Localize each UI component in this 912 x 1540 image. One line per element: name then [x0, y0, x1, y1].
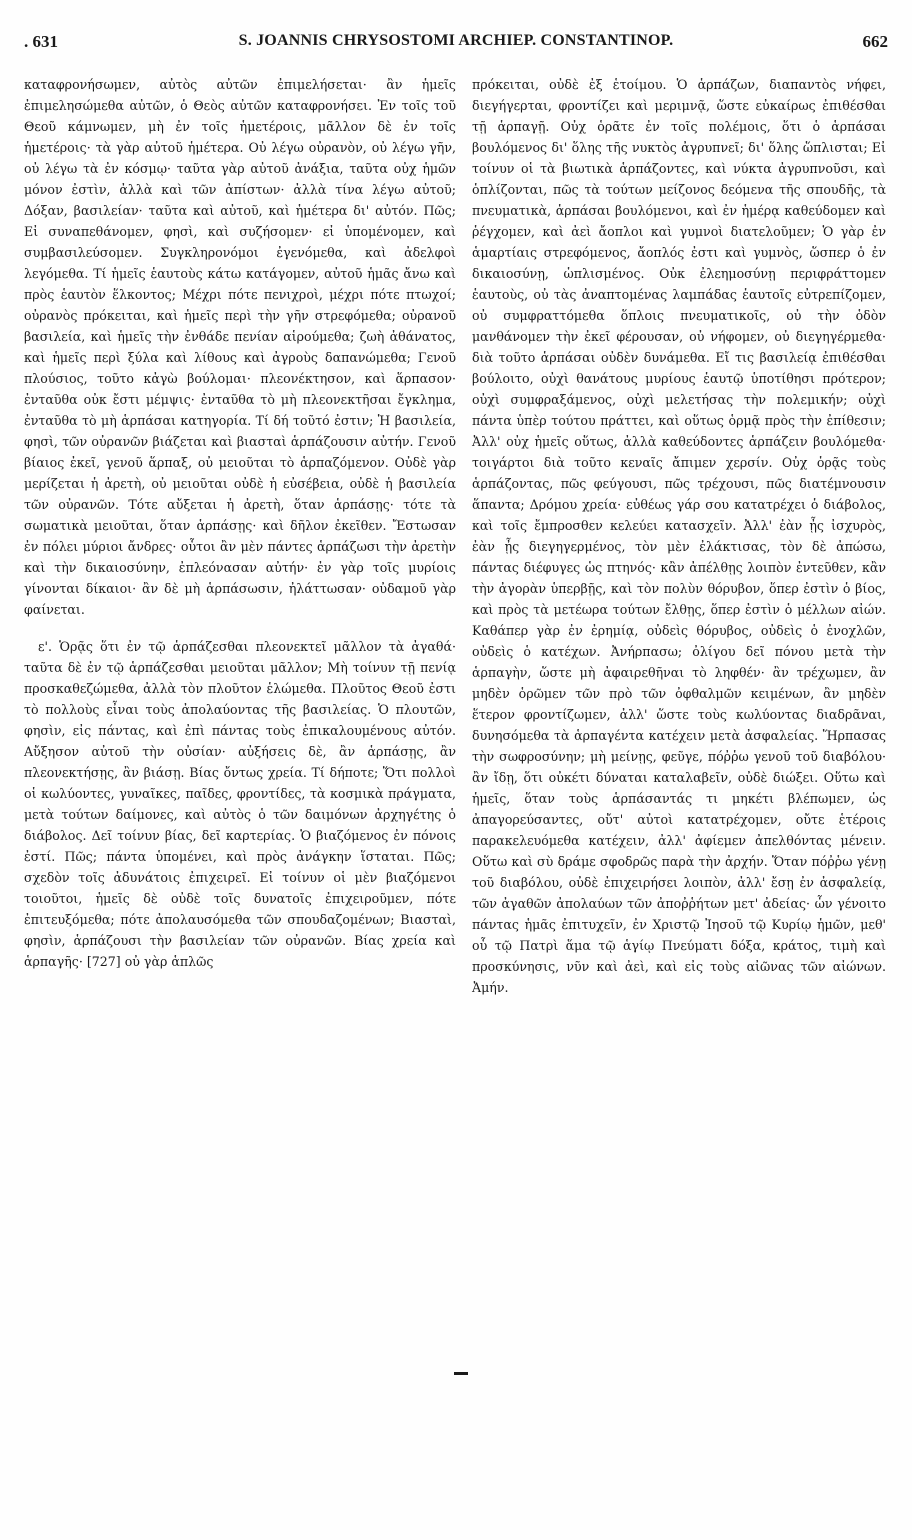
- left-paragraph-2: ε'. Ὁρᾷς ὅτι ἐν τῷ ἁρπάζεσθαι πλεονεκτεῖ μᾶλλον τὰ ἀγαθά· ταῦτα δὲ ἐν τῷ ἁρπάζεσθαι μειοῦται μᾶλλον; Μὴ τοίνυν τῇ πενίᾳ προσκαθεζώμεθα, ἀλλὰ τὸν πλοῦτον ἑλώμεθα. Πλοῦτος Θεοῦ ἐστι τὸ πολλοὺς εἶναι τοὺς ἀπολαύοντας τῆς βασιλείας. Ὁ πλουτῶν, φησὶν, εἰς πάντας, καὶ ἐπὶ πάντας τοὺς ἐπικαλουμένους αὐτόν. Αὔξησον αὐτοῦ τὴν οὐσίαν· αὐξήσεις δὲ, ἂν ἁρπάσῃς, ἂν πλεονεκτήσῃς, ἂν βιάσῃ. Βίας ὄντως χρεία. Τί δήποτε; Ὅτι πολλοὶ οἱ κωλύοντες, γυναῖκες, παῖδες, φροντίδες, τὰ κοσμικὰ πράγματα, μετὰ τούτων δαίμονες, καὶ αὐτὸς ὁ τῶν δαιμόνων ἀρχηγέτης ὁ διάβολος. Δεῖ τοίνυν βίας, δεῖ καρτερίας. Ὁ βιαζόμενος ἐν πόνοις ἐστί. Πῶς; πάντα ὑπομένει, καὶ πρὸς ἀνάγκην ἵσταται. Πῶς; σχεδὸν τοῖς ἀδυνάτοις ἐπιχειρεῖ. Εἰ τοίνυν οἱ μὲν βιαζόμενοι τοιοῦτοι, ἡμεῖς δὲ οὐδὲ τοῖς δυνατοῖς ἐπιχειροῦμεν, πότε ἐπιτευξόμεθα; πότε ἀπολαυσόμεθα τῶν σπουδαζομένων; Βιασταὶ, φησὶν, ἁρπάζουσι τὴν βασιλείαν τῶν οὐρανῶν. Βίας χρεία καὶ ἁρπαγῆς· [727] οὐ γὰρ ἁπλῶς: [24, 639, 456, 969]
- left-paragraph-1: καταφρονήσωμεν, αὐτὸς αὐτῶν ἐπιμελήσεται· ἂν ἡμεῖς ἐπιμελησώμεθα αὐτῶν, ὁ Θεὸς αὐτῶν καταφρονήσει. Ἐν τοῖς τοῦ Θεοῦ κάμνωμεν, μὴ ἐν τοῖς ἡμετέροις, μᾶλλον δὲ ἐν τοῖς ἡμετέροις· τὰ γὰρ αὐτοῦ ἡμέτερα. Οὐ λέγω οὐρανὸν, οὐ λέγω γῆν, οὐ λέγω τὰ ἐν κόσμῳ· ταῦτα γὰρ αὐτοῦ ἀνάξια, ταῦτα οὐχ ἡμῶν μόνον ἐστὶν, ἀλλὰ καὶ τῶν ἀπίστων· ἀλλὰ τίνα λέγω αὐτοῦ; Δόξαν, βασιλείαν· ταῦτα καὶ αὐτοῦ, καὶ ἡμέτερα δι' αὐτόν. Πῶς; Εἰ συναπεθάνομεν, φησὶ, καὶ συζήσομεν· εἰ ὑπομένομεν, καὶ συμβασιλεύσομεν. Συγκληρονόμοι ἐγενόμεθα, καὶ ἀδελφοὶ λεγόμεθα. Τί ἡμεῖς ἑαυτοὺς κάτω κατάγομεν, αὐτοῦ ἡμᾶς ἄνω καὶ πρὸς ἑαυτὸν ἕλκοντος; Μέχρι πότε πενιχροὶ, μέχρι πότε πτωχοί; οὐρανὸς πρόκειται, καὶ ἡμεῖς περὶ τὴν γῆν στρεφόμεθα; οὐρανοῦ βασιλεία, καὶ ἡμεῖς τὴν ἐνθάδε πενίαν αἱρούμεθα; ζωὴ ἀθάνατος, καὶ ἡμεῖς περὶ ξύλα καὶ λίθους καὶ ἀγροὺς δαπανώμεθα; Γενοῦ πλούσιος, τοῦτο κἀγὼ βούλομαι· πλεονέκτησον, καὶ ἅρπασον· ἐνταῦθα οὐκ ἔστι μέμψις· ἐνταῦθα τὸ μὴ πλεονεκτῆσαι ἔγκλημα, ἐνταῦθα τὸ μὴ ἁρπάσαι κατηγορία. Τί δή τοῦτό ἐστιν; Ἡ βασιλεία, φησὶ, τῶν οὐρανῶν βιάζεται καὶ βιασταὶ ἁρπάζουσιν αὐτήν. Γενοῦ βίαιος ἐκεῖ, γενοῦ ἅρπαξ, οὐ μειοῦται τὸ ἁρπαζόμενον. Οὐδὲ γὰρ μερίζεται ἡ ἀρετὴ, οὐ μειοῦται οὐδὲ ἡ εὐσέβεια, οὐδὲ ἡ βασιλεία τῶν οὐρανῶν. Τότε αὔξεται ἡ ἀρετὴ, ὅταν ἁρπάσῃς· τότε τὰ σωματικὰ μειοῦται, ὅταν ἁρπάσῃς· καὶ δῆλον ἐκεῖθεν. Ἔστωσαν ἐν πόλει μύριοι ἄνδρες· οὗτοι ἂν μὲν πάντες ἁρπάζωσι τὴν ἀρετὴν καὶ τὴν δικαιοσύνην, ἐπλεόνασαν αὐτήν· ἐν γὰρ τοῖς μυρίοις γίνονται δίκαιοι· ἂν δὲ μὴ ἁρπάσωσιν, ἠλάττωσαν· οὐδαμοῦ γὰρ φαίνεται.: [24, 77, 456, 617]
- left-column: [24, 74, 456, 972]
- page-number-right: 662: [862, 32, 888, 51]
- right-column: [472, 74, 886, 998]
- page-number-left: . 631: [24, 32, 58, 51]
- running-title: S. JOANNIS CHRYSOSTOMI ARCHIEP. CONSTANTINOP.: [238, 32, 674, 49]
- right-paragraph-1: πρόκειται, οὐδὲ ἐξ ἑτοίμου. Ὁ ἁρπάζων, διαπαντὸς νήφει, διεγήγερται, φροντίζει καὶ μεριμνᾷ, ὥστε εὐκαίρως ἐπιθέσθαι τῇ ἁρπαγῇ. Οὐχ ὁρᾶτε ἐν τοῖς πολέμοις, ὅτι ὁ ἁρπάσαι βουλόμενος δι' ὅλης τῆς νυκτὸς ἀγρυπνεῖ; δι' ὅλης ὥπλισται; Εἰ τοίνυν οἱ τὰ βιωτικὰ ἁρπάζοντες, καὶ νύκτα ἀγρυπνοῦσι, καὶ ὁπλίζονται, πῶς τὰ τούτων μείζονος δεόμενα τῆς σπουδῆς, τὰ πνευματικὰ, ἁρπάσαι βουλόμενοι, καὶ ἐν ἡμέρᾳ καθεύδομεν καὶ ῥέγχομεν, καὶ ἀεὶ ἄοπλοι καὶ γυμνοὶ διατελοῦμεν; Ὁ γὰρ ἐν ἁμαρτίαις στρεφόμενος, ἄοπλός ἐστι καὶ γυμνὸς, ὥσπερ ὁ ἐν δικαιοσύνῃ, ὡπλισμένος. Οὐκ ἐλεημοσύνῃ περιφράττομεν ἑαυτοὺς, οὐ τὰς ἀναπτομένας λαμπάδας ἑαυτοῖς εὐτρεπίζομεν, οὐ συμφραττόμεθα ὅπλοις πνευματικοῖς, οὐ τὴν ὁδὸν μανθάνομεν τὴν ἐκεῖ φέρουσαν, οὐ νήφομεν, οὐ διεγηγέρμεθα· διὰ τοῦτο ἁρπάσαι οὐδὲν δυνάμεθα. Εἴ τις βασιλείᾳ ἐπιθέσθαι βούλοιτο, οὐχὶ θανάτους μυρίους ἑαυτῷ ὑποτίθησι πρότερον; οὐχὶ συμφραξάμενος, οὐχὶ μελετήσας τὴν πολεμικήν; οὐχὶ πάντα ὑπὲρ τούτου πράττει, καὶ οὕτως ὁρμᾷ πρὸς τὴν ἐπίθεσιν; Ἀλλ' οὐχ ἡμεῖς οὕτως, ἀλλὰ καθεύδοντες ἁρπάζειν βουλόμεθα· τοιγάρτοι διὰ τοῦτο κεναῖς ἄπιμεν χερσίν. Οὐχ ὁρᾷς τοὺς ἁρπάζοντας, πῶς φεύγουσι, πῶς τρέχουσι, πῶς διατέμνουσιν ἅπαντα; Δρόμου χρεία· εὐθέως γάρ σου κατατρέχει ὁ διάβολος, καὶ τοῖς ἔμπροσθεν κελεύει κατασχεῖν. Ἀλλ' ἐὰν ᾖς ἰσχυρὸς, ἐὰν ᾖς διεγηγερμένος, τὸν μὲν ἐλάκτισας, τὸν δὲ ἀπώσω, πάντας διέφυγες ὡς πτηνός· κἂν ἀπέλθῃς λοιπὸν ἐντεῦθεν, κἂν τὴν ἀγορὰν ὑπερβῇς, καὶ τὸν πολὺν θόρυβον, ὅπερ ἐστὶν ὁ βίος, καὶ πρὸς τὰ μετέωρα τούτων ἔλθῃς, ὅπερ ἐστὶν ὁ μέλλων αἰών. Καθάπερ γὰρ ἐν ἐρημίᾳ, οὐδεὶς θόρυβος, οὐδεὶς ὁ ἐνοχλῶν, οὐδεὶς ὁ κατέχων. Ἀνήρπασω; ὀλίγου δεῖ πόνου μετὰ τὴν ἁρπαγὴν, ὥστε μὴ ἀφαιρεθῆναι τὸ ληφθέν· ἂν τρέχωμεν, ἂν μηδὲν ὁρῶμεν τῶν πρὸ τῶν ὀφθαλμῶν κειμένων, ἂν μηδὲν ἕτερον φροντίζωμεν, ἀλλ' ὥστε τοὺς κωλύοντας διαδρᾶναι, δυνησόμεθα τὰ ἁρπαγέντα κατέχειν μετὰ ἀσφαλείας. Ἥρπασας τὴν σωφροσύνην; μὴ μείνῃς, φεῦγε, πόῤῥω γενοῦ τοῦ διαβόλου· ἂν ἴδῃ, ὅτι οὐκέτι δύναται καταλαβεῖν, οὐδὲ διώξει. Οὕτω καὶ ἡμεῖς, ὅταν τοὺς ἁρπάσαντάς τι μηκέτι βλέπωμεν, ὡς ἀπαγορεύσαντες, οὔτ' αὐτοὶ κατατρέχομεν, οὔτε ἑτέροις παρακελευόμεθα κατέχειν, ἀλλ' ἀφίεμεν ἀπελθόντας μένειν. Οὕτω καὶ σὺ δράμε σφοδρῶς παρὰ τὴν ἀρχήν. Ὅταν πόῤῥω γένῃ τοῦ διαβόλου, οὐδὲ ἐπιχειρήσει λοιπὸν, ἀλλ' ἔσῃ ἐν ἀσφαλείᾳ, τῶν ἀγαθῶν ἀπολαύων τῶν ἀποῤῥήτων μετ' ἀδείας· ὧν γένοιτο πάντας ἡμᾶς ἐπιτυχεῖν, ἐν Χριστῷ Ἰησοῦ τῷ Κυρίῳ ἡμῶν, μεθ' οὗ τῷ Πατρὶ ἅμα τῷ ἁγίῳ Πνεύματι δόξα, κράτος, τιμὴ καὶ προσκύνησις, νῦν καὶ ἀεὶ, καὶ εἰς τοὺς αἰῶνας τῶν αἰώνων. Ἀμήν.: [472, 77, 886, 995]
- end-rule: [454, 1372, 468, 1375]
- page-header: [24, 32, 888, 62]
